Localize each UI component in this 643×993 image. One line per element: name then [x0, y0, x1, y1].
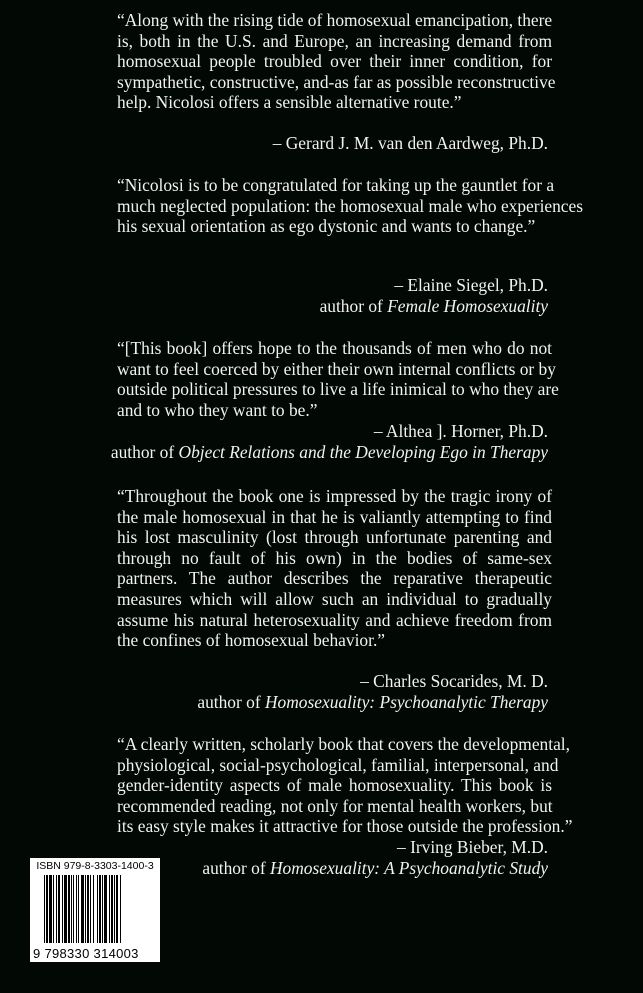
quote-line: outside political pressures to live a life inimical to who they are [117, 379, 559, 400]
isbn-barcode [30, 858, 160, 962]
quote-line: is, both in the U.S. and Europe, an increasing demand from [117, 30, 552, 51]
endorsement-quote [117, 734, 573, 837]
endorsement-quote [117, 486, 552, 651]
quote-attribution [197, 671, 548, 712]
author-name: – Gerard J. M. van den Aardweg, Ph.D. [272, 133, 548, 153]
quote-line: “[This book] offers hope to the thousands of men who do not [117, 338, 552, 358]
quote-line: sympathetic, constructive, and-as far as possible reconstructive [117, 71, 556, 92]
ean-digits: 9 798330 314003 [33, 946, 139, 961]
barcode-bar [116, 875, 118, 943]
quote-line: his lost masculinity (lost through unfortunate parenting and [117, 527, 552, 548]
quote-line: partners. The author describes the reparative therapeutic [117, 568, 552, 589]
barcode-bar [87, 875, 89, 943]
quote-line: physiological, social-psychological, familial, interpersonal, and [117, 754, 559, 775]
barcode-bar [114, 875, 115, 943]
barcode-bar [71, 875, 72, 943]
quote-attribution [111, 421, 548, 462]
barcode-bar [97, 875, 98, 943]
author-credit [197, 692, 548, 713]
endorsement-quote [117, 338, 559, 420]
quote-line: “Along with the rising tide of homosexual emancipation, there [117, 10, 553, 30]
quote-line: its easy style makes it attractive for those outside the profession.” [117, 816, 573, 837]
barcode-bar [44, 875, 45, 943]
author-of-label: author of [202, 857, 270, 878]
barcode-bar [68, 875, 70, 943]
quote-line: recommended reading, not only for mental health workers, but [117, 795, 553, 816]
author-of-label: author of [197, 691, 265, 712]
barcode-bar [62, 875, 63, 943]
quote-attribution [202, 837, 548, 878]
author-credit [202, 858, 548, 879]
barcode-bar [81, 875, 84, 943]
quote-line: assume his natural heterosexuality and achieve freedom from [117, 609, 552, 630]
quote-line: “A clearly written, scholarly book that covers the developmental, [117, 734, 570, 754]
author-name: – Althea ]. Horner, Ph.D. [373, 421, 548, 441]
author-of-label: author of [110, 441, 179, 462]
barcode-bar [58, 875, 60, 943]
quote-line: help. Nicolosi offers a sensible alternative route.” [117, 92, 462, 113]
barcode-bar [99, 875, 101, 943]
author-name: – Irving Bieber, M.D. [397, 837, 548, 857]
barcode-bar [90, 875, 91, 943]
barcode-bar [109, 875, 110, 943]
author-name: – Charles Socarides, M. D. [360, 671, 548, 691]
barcode-bar [64, 875, 67, 943]
barcode-bar [78, 875, 79, 943]
quote-line: and to who they want to be.” [117, 399, 318, 420]
book-title: Object Relations and the Developing Ego in Therapy [178, 441, 548, 462]
endorsement-quote [117, 175, 584, 237]
quote-line: the confines of homosexual behavior.” [117, 630, 386, 651]
quote-attribution [273, 133, 548, 154]
barcode-bar [76, 875, 77, 943]
barcode-bar [93, 875, 94, 943]
quote-line: the male homosexual in that he is valiantly attempting to find [117, 506, 552, 527]
quote-line: want to feel coerced by either their own internal conflicts or by [117, 358, 556, 379]
book-title: Homosexuality: Psychoanalytic Therapy [264, 691, 548, 712]
book-title: Homosexuality: A Psychoanalytic Study [269, 857, 548, 878]
quote-line: his sexual orientation as ego dystonic and wants to change.” [117, 216, 536, 237]
barcode-bar [85, 875, 86, 943]
quote-line: “Throughout the book one is impressed by the tragic irony of [117, 486, 552, 506]
barcode-bar [120, 875, 121, 943]
author-name: – Elaine Siegel, Ph.D. [394, 275, 548, 295]
author-of-label: author of [319, 295, 388, 316]
endorsement-quote [117, 10, 556, 113]
quote-line: through no fault of his own) in the bodies of same-sex [117, 547, 552, 568]
barcode-bar [49, 875, 52, 943]
barcode-bar [102, 875, 103, 943]
barcode-bar [73, 875, 74, 943]
quote-attribution [320, 275, 548, 316]
author-credit [111, 442, 548, 463]
barcode-bar [53, 875, 54, 943]
barcode-bar [46, 875, 48, 943]
quote-line: much neglected population: the homosexual male who experiences [117, 195, 584, 216]
quote-line: homosexual people troubled over their inner condition, for [117, 51, 552, 72]
barcode-bar [104, 875, 107, 943]
barcode-bar [56, 875, 57, 943]
quote-line: measures which will allow such an individual to gradually [117, 588, 552, 609]
quote-line: gender-identity aspects of male homosexuality. This book is [117, 775, 552, 796]
book-title: Female Homosexuality [387, 295, 548, 316]
quote-line: “Nicolosi is to be congratulated for taking up the gauntlet for a [117, 175, 555, 195]
barcode-bars [44, 875, 148, 943]
isbn-label: ISBN 979-8-3303-1400-3 [36, 860, 154, 872]
author-credit [320, 296, 548, 317]
barcode-bar [111, 875, 113, 943]
